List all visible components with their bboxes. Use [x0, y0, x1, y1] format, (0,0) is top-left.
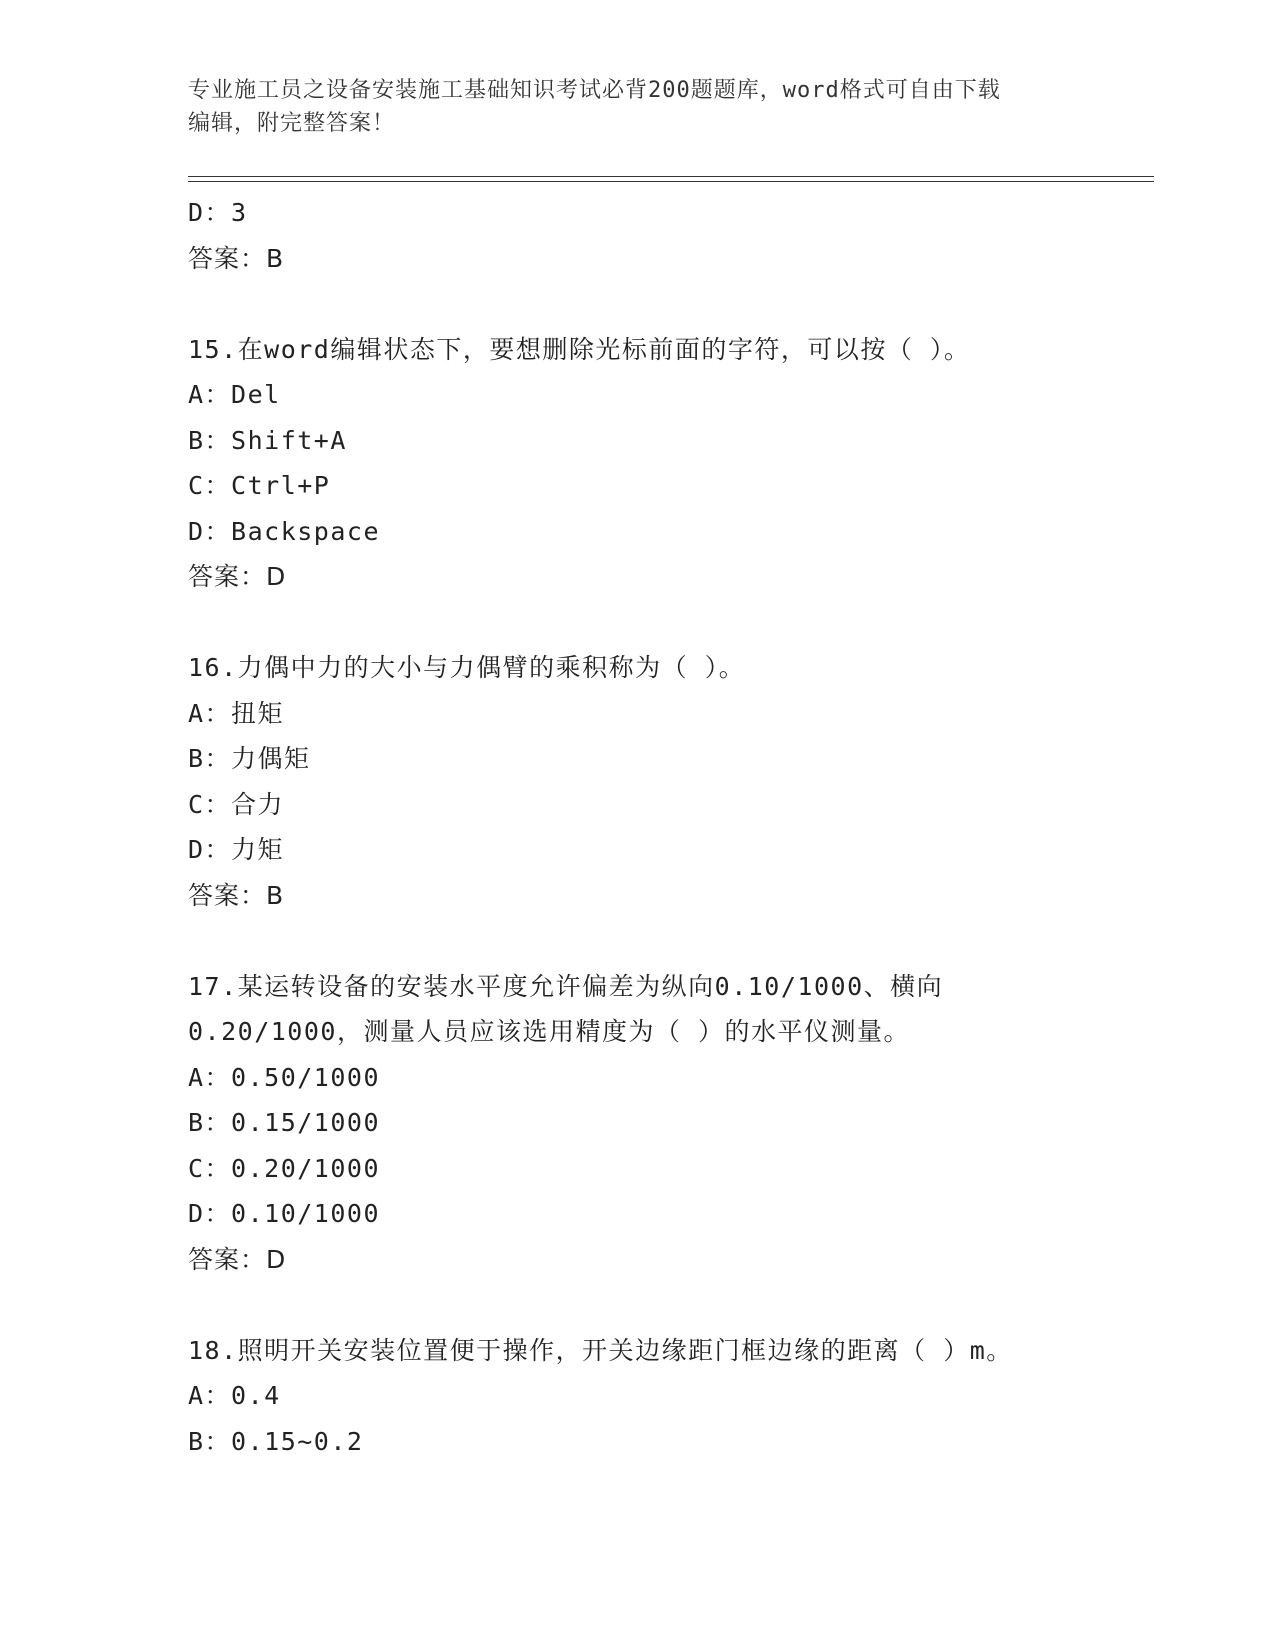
- question-18-option-b: B：0.15~0.2: [188, 1426, 364, 1456]
- question-15-answer: 答案：D: [188, 562, 287, 591]
- prev-answer: 答案：B: [188, 243, 285, 273]
- question-17-option-a: A：0.50/1000: [188, 1062, 381, 1092]
- question-content: [188, 190, 1148, 1464]
- header-title-line-2: 编辑，附完整答案！: [188, 111, 396, 136]
- question-18-option-a: A：0.4: [188, 1381, 281, 1410]
- question-17-option-d: D：0.10/1000: [188, 1199, 381, 1228]
- question-15-stem: 15.在word编辑状态下，要想删除光标前面的字符，可以按（ ）。: [188, 334, 971, 364]
- spacer: [188, 1282, 1148, 1328]
- question-17-option-b: B：0.15/1000: [188, 1108, 381, 1137]
- prev-option-d: D：3: [188, 198, 248, 227]
- question-15-option-c: C：Ctrl+P: [188, 471, 331, 500]
- question-17-answer: 答案：D: [188, 1244, 287, 1274]
- question-15-option-a: A：Del: [188, 380, 281, 409]
- question-15-option-d: D：Backspace: [188, 516, 381, 546]
- spacer: [188, 600, 1148, 646]
- question-16-stem: 16.力偶中力的大小与力偶臂的乘积称为（ ）。: [188, 653, 746, 682]
- question-15-option-b: B：Shift+A: [188, 425, 347, 455]
- question-17-stem-line-1: 17.某运转设备的安装水平度允许偏差为纵向0.10/1000、横向: [188, 971, 944, 1001]
- question-17-stem-line-2: 0.20/1000，测量人员应该选用精度为（ ）的水平仪测量。: [188, 1017, 911, 1046]
- question-17-option-c: C：0.20/1000: [188, 1153, 381, 1183]
- question-16-option-b: B：力偶矩: [188, 744, 311, 773]
- question-16-option-a: A：扭矩: [188, 698, 285, 728]
- question-16-option-c: C：合力: [188, 789, 285, 819]
- spacer: [188, 281, 1148, 327]
- question-16-answer: 答案：B: [188, 880, 285, 910]
- header-title-line-1: 专业施工员之设备安装施工基础知识考试必背200题题库，word格式可自由下载: [188, 78, 1001, 103]
- document-header: [188, 74, 1088, 140]
- spacer: [188, 918, 1148, 964]
- question-16-option-d: D：力矩: [188, 835, 285, 864]
- header-divider-bottom: [188, 181, 1154, 182]
- question-18-stem: 18.照明开关安装位置便于操作，开关边缘距门框边缘的距离（ ）m。: [188, 1335, 1013, 1365]
- header-divider-top: [188, 176, 1154, 177]
